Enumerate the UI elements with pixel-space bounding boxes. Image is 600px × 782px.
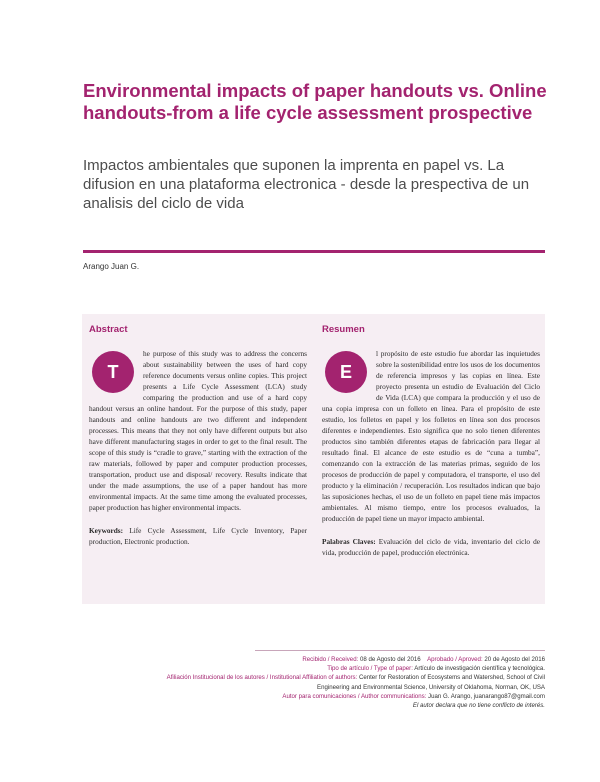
resumen-heading: Resumen	[322, 324, 365, 335]
corresponding-value: Juan G. Arango, juanarango87@gmail.com	[428, 692, 545, 700]
title-divider	[83, 250, 545, 253]
keywords-text: Life Cycle Assessment, Life Cycle Inventory, Paper production, Electronic production.	[89, 526, 307, 546]
type-label: Tipo de artículo / Type of paper:	[327, 665, 413, 673]
resumen-column	[322, 314, 540, 558]
received-date: 08 de Agosto del 2016	[359, 656, 421, 663]
abstract-heading: Abstract	[89, 324, 128, 335]
affiliation-line-2: Engineering and Environmental Science, University of Oklahoma, Norman, OK, USA	[317, 683, 545, 691]
abstract-dropcap: T	[92, 351, 134, 393]
corresponding-line	[83, 692, 545, 701]
received-label: Recibido / Received:	[302, 656, 359, 663]
resumen-body	[322, 348, 540, 524]
abstract-panel	[82, 314, 545, 604]
type-line	[83, 664, 545, 673]
type-value: Artículo de investigación científica y tecnológica.	[414, 665, 545, 673]
article-metadata-footer	[83, 655, 545, 710]
abstract-column	[89, 314, 307, 547]
abstract-text: he purpose of this study was to address the concerns about sustainability between the uses of hard copy reference documents versus online copies. This project presents a Life Cycle Assessment (LCA) study comparing the production and use of a hard copy handout versus an online handout. For the purpose of this study, paper handouts and online handouts are two different and independent processes. This means that they not only have different outputs but also have different manufacturing stages in order to get to the final result. The scope of this study is “cradle to grave,” starting with the extraction of the raw materials, followed by paper and computer production processes, transportation, product use and disposal/ recovery. Results indicate that under the made assumptions, the use of a paper handout has more environmental impacts. At the same time among the evaluated processes, paper production has higher environmental impacts.	[89, 349, 307, 512]
affiliation-line	[83, 673, 545, 682]
approved-date: 20 de Agosto del 2016	[484, 656, 545, 663]
palabras-claves-label: Palabras Claves:	[322, 537, 376, 546]
author-name: Arango Juan G.	[83, 262, 140, 271]
resumen-keywords	[322, 536, 540, 558]
approved-label: Aprobado / Aproved:	[427, 656, 483, 663]
keywords-label: Keywords:	[89, 526, 124, 535]
article-title-english: Environmental impacts of paper handouts vs. Online handouts-from a life cycle assessment prospective	[83, 80, 547, 123]
corresponding-label: Autor para comunicaciones / Author communications:	[282, 692, 427, 700]
palabras-claves-text: Evaluación del ciclo de vida, inventario del ciclo de vida, producción de papel, producción electrónica.	[322, 537, 540, 557]
abstract-body	[89, 348, 307, 513]
footer-rule	[255, 650, 545, 651]
affiliation-label: Afiliación Institucional de los autores / Institutional Affiliation of authors:	[166, 674, 358, 682]
resumen-text: l propósito de este estudio fue abordar las inquietudes sobre la sostenibilidad entre los usos de los documentos de referencia impresos y las copias en línea. Este proyecto presenta un estudio de Evaluación del Ciclo de Vida (LCA) que compara la producción y el uso de una copia impresa con un folleto en línea. Para el propósito de este estudio, los folletos en papel y los folletos en línea son dos procesos diferentes e independientes. Esto significa que no solo tienen diferentes productos sino también diferentes etapas de fabricación para llegar al resultado final. El alcance de este estudio es de “cuna a tumba”, comenzando con la extracción de las materias primas, seguido de los procesos de producción de papel y computadora, el transporte, el uso del producto y la eliminación / recuperación. Los resultados indican que bajo las suposiciones hechas, el uso de un folleto en papel tiene más impactos ambientales. Al mismo tiempo, entre los procesos evaluados, la producción de papel tiene un mayor impacto ambiental.	[322, 349, 540, 523]
affiliation-value-1: Center for Restoration of Ecosystems and Watershed, School of Civil	[358, 674, 545, 682]
abstract-keywords	[89, 525, 307, 547]
dates-line	[83, 655, 545, 664]
article-title-spanish: Impactos ambientales que suponen la imprenta en papel vs. La difusion en una plataforma electronica - desde la prespectiva de un analisis del ciclo de vida	[83, 157, 530, 212]
resumen-dropcap: E	[325, 351, 367, 393]
conflict-statement: El autor declara que no tiene conflicto de interés.	[412, 702, 545, 710]
